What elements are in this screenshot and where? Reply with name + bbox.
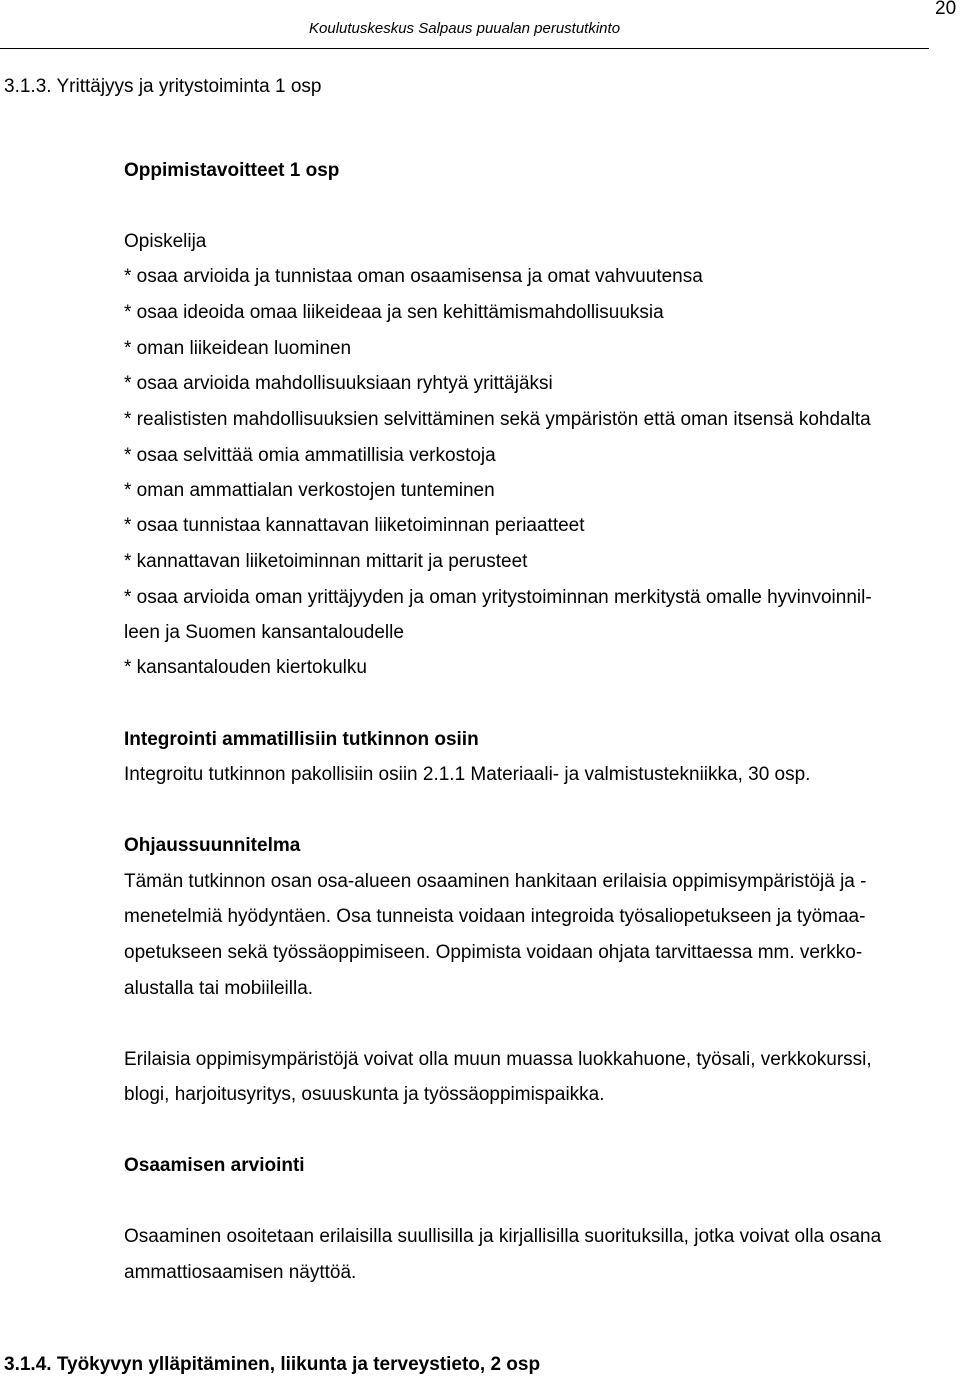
integration-heading: Integrointi ammatillisiin tutkinnon osiin xyxy=(124,729,479,750)
section-heading: 3.1.3. Yrittäjyys ja yritystoiminta 1 osp xyxy=(4,76,322,97)
objective-line: * osaa arvioida oman yrittäjyyden ja oman yritystoiminnan merkitystä omalle hyvinvoinnil- xyxy=(124,587,872,608)
objective-line: leen ja Suomen kansantaloudelle xyxy=(124,622,404,643)
objective-line: * osaa arvioida mahdollisuuksiaan ryhtyä yrittäjäksi xyxy=(124,373,553,394)
objective-line: * osaa arvioida ja tunnistaa oman osaamisensa ja omat vahvuutensa xyxy=(124,266,703,287)
guidance-paragraph-line: menetelmiä hyödyntäen. Osa tunneista voidaan integroida työsaliopetukseen ja työmaa- xyxy=(124,906,866,927)
assessment-line: ammattiosaamisen näyttöä. xyxy=(124,1262,357,1283)
objective-line: * osaa ideoida omaa liikeideaa ja sen kehittämismahdollisuuksia xyxy=(124,302,664,323)
objectives-heading: Oppimistavoitteet 1 osp xyxy=(124,160,340,181)
objective-line: * osaa tunnistaa kannattavan liiketoiminnan periaatteet xyxy=(124,515,585,536)
objective-line: * kansantalouden kiertokulku xyxy=(124,657,367,678)
objective-line: * osaa selvittää omia ammatillisia verkostoja xyxy=(124,445,496,466)
guidance-paragraph-line: alustalla tai mobiileilla. xyxy=(124,978,314,999)
objective-line: * realististen mahdollisuuksien selvittäminen sekä ympäristön että oman itsensä kohdalta xyxy=(124,409,871,430)
guidance-paragraph-line: Tämän tutkinnon osan osa-alueen osaaminen hankitaan erilaisia oppimisympäristöjä ja - xyxy=(124,871,867,892)
document-header-title: Koulutuskeskus Salpaus puualan perustutkinto xyxy=(309,20,621,37)
objective-line: * oman liikeidean luominen xyxy=(124,338,352,359)
objective-line: * kannattavan liiketoiminnan mittarit ja perusteet xyxy=(124,551,528,572)
guidance-heading: Ohjaussuunnitelma xyxy=(124,835,301,856)
assessment-heading: Osaamisen arviointi xyxy=(124,1155,305,1176)
objective-line: * oman ammattialan verkostojen tunteminen xyxy=(124,480,495,501)
header-rule xyxy=(0,48,929,49)
assessment-line: Osaaminen osoitetaan erilaisilla suullisilla ja kirjallisilla suorituksilla, jotka voivat olla osana xyxy=(124,1226,882,1247)
next-section-heading: 3.1.4. Työkyvyn ylläpitäminen, liikunta ja terveystieto, 2 osp xyxy=(4,1354,541,1375)
objectives-intro: Opiskelija xyxy=(124,231,207,252)
guidance-paragraph-line: blogi, harjoitusyritys, osuuskunta ja työssäoppimispaikka. xyxy=(124,1084,605,1105)
page-number: 20 xyxy=(935,0,957,19)
guidance-paragraph-line: opetukseen sekä työssäoppimiseen. Oppimista voidaan ohjata tarvittaessa mm. verkko- xyxy=(124,942,863,963)
guidance-paragraph-line: Erilaisia oppimisympäristöjä voivat olla muun muassa luokkahuone, työsali, verkkokurssi, xyxy=(124,1049,872,1070)
integration-text: Integroitu tutkinnon pakollisiin osiin 2.1.1 Materiaali- ja valmistustekniikka, 30 osp. xyxy=(124,764,811,785)
